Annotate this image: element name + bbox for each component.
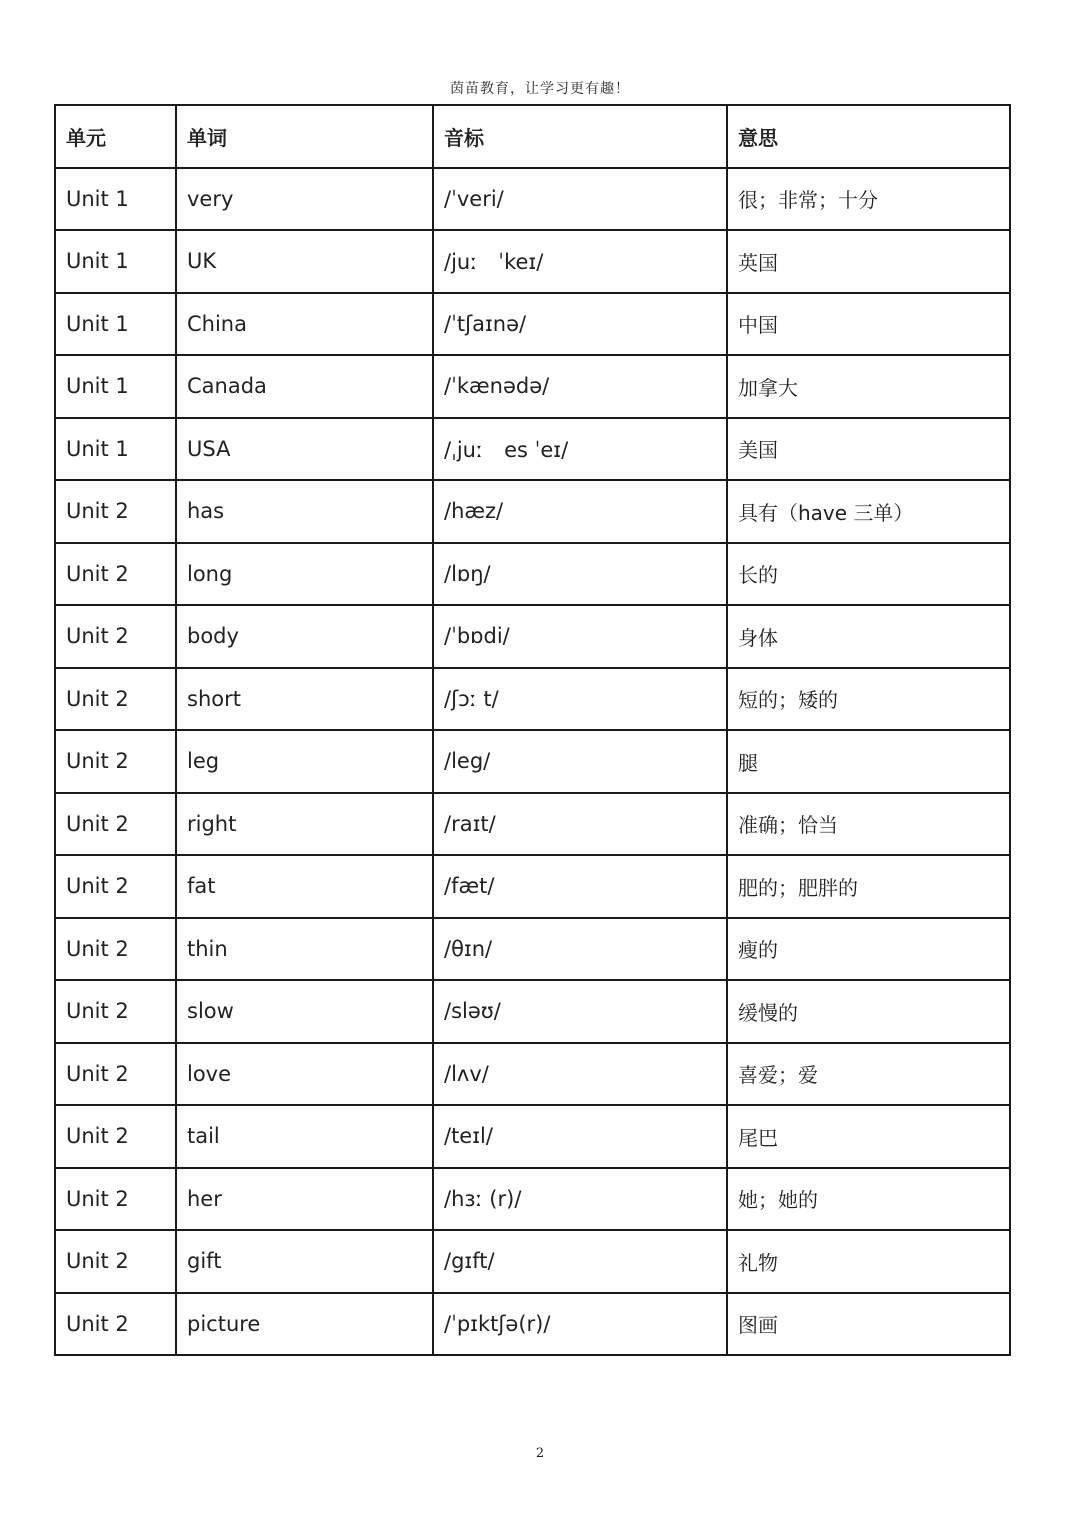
cell-unit: Unit 2 [55,855,176,918]
cell-word: tail [176,1105,433,1168]
cell-meaning: 她；她的 [727,1168,1010,1231]
cell-meaning: 肥的；肥胖的 [727,855,1010,918]
cell-meaning: 喜爱；爱 [727,1043,1010,1106]
cell-ipa: /hæz/ [433,480,727,543]
cell-ipa: /hɜː (r)/ [433,1168,727,1231]
table-row [55,605,1010,668]
table-row [55,1293,1010,1356]
table-row [55,418,1010,481]
cell-unit: Unit 2 [55,980,176,1043]
table-row [55,668,1010,731]
table-row [55,1043,1010,1106]
cell-unit: Unit 2 [55,668,176,731]
cell-word: body [176,605,433,668]
table-row [55,1105,1010,1168]
cell-ipa: /ˈveri/ [433,168,727,231]
cell-meaning: 长的 [727,543,1010,606]
cell-unit: Unit 2 [55,605,176,668]
cell-meaning: 身体 [727,605,1010,668]
column-header-meaning: 意思 [727,105,1010,168]
cell-ipa: /teɪl/ [433,1105,727,1168]
cell-meaning: 瘦的 [727,918,1010,981]
cell-word: her [176,1168,433,1231]
table-row [55,1168,1010,1231]
table-row [55,1230,1010,1293]
table-body [55,168,1010,1356]
cell-ipa: /ˈbɒdi/ [433,605,727,668]
page-number: 2 [535,1446,545,1461]
cell-unit: Unit 2 [55,1168,176,1231]
cell-meaning: 英国 [727,230,1010,293]
table-row [55,230,1010,293]
table-header-row [55,105,1010,168]
cell-unit: Unit 2 [55,1230,176,1293]
cell-word: UK [176,230,433,293]
cell-word: right [176,793,433,856]
cell-word: leg [176,730,433,793]
page-header: 茵苗教育，让学习更有趣！ [450,81,630,97]
cell-unit: Unit 1 [55,418,176,481]
cell-unit: Unit 2 [55,793,176,856]
cell-meaning: 美国 [727,418,1010,481]
cell-unit: Unit 2 [55,480,176,543]
cell-meaning: 加拿大 [727,355,1010,418]
cell-meaning: 尾巴 [727,1105,1010,1168]
cell-unit: Unit 1 [55,355,176,418]
cell-meaning: 腿 [727,730,1010,793]
cell-ipa: /ˈkænədə/ [433,355,727,418]
table-row [55,168,1010,231]
cell-ipa: /ˌjuː es ˈeɪ/ [433,418,727,481]
table-row [55,855,1010,918]
cell-ipa: /lɒŋ/ [433,543,727,606]
table-row [55,918,1010,981]
cell-meaning: 礼物 [727,1230,1010,1293]
table-row [55,980,1010,1043]
cell-unit: Unit 1 [55,230,176,293]
cell-ipa: /ˈtʃaɪnə/ [433,293,727,356]
cell-word: picture [176,1293,433,1356]
cell-meaning: 图画 [727,1293,1010,1356]
cell-word: fat [176,855,433,918]
cell-unit: Unit 2 [55,1105,176,1168]
cell-unit: Unit 2 [55,543,176,606]
cell-word: has [176,480,433,543]
cell-word: long [176,543,433,606]
cell-ipa: /sləʊ/ [433,980,727,1043]
cell-ipa: /ʃɔː t/ [433,668,727,731]
cell-word: love [176,1043,433,1106]
cell-unit: Unit 2 [55,918,176,981]
table-row [55,730,1010,793]
cell-ipa: /gɪft/ [433,1230,727,1293]
cell-unit: Unit 2 [55,730,176,793]
column-header-word: 单词 [176,105,433,168]
cell-ipa: /lʌv/ [433,1043,727,1106]
table-row [55,293,1010,356]
cell-unit: Unit 1 [55,293,176,356]
cell-word: USA [176,418,433,481]
cell-meaning: 短的；矮的 [727,668,1010,731]
cell-ipa: /raɪt/ [433,793,727,856]
cell-ipa: /fæt/ [433,855,727,918]
column-header-ipa: 音标 [433,105,727,168]
cell-meaning: 中国 [727,293,1010,356]
cell-ipa: /θɪn/ [433,918,727,981]
cell-ipa: /juː ˈkeɪ/ [433,230,727,293]
cell-ipa: /leg/ [433,730,727,793]
table-row [55,355,1010,418]
cell-ipa: /ˈpɪktʃə(r)/ [433,1293,727,1356]
cell-word: China [176,293,433,356]
cell-word: short [176,668,433,731]
cell-meaning: 具有（have 三单） [727,480,1010,543]
cell-word: slow [176,980,433,1043]
cell-word: gift [176,1230,433,1293]
cell-meaning: 准确；恰当 [727,793,1010,856]
cell-meaning: 很；非常；十分 [727,168,1010,231]
cell-meaning: 缓慢的 [727,980,1010,1043]
cell-unit: Unit 2 [55,1043,176,1106]
cell-word: very [176,168,433,231]
cell-unit: Unit 1 [55,168,176,231]
table-row [55,480,1010,543]
vocabulary-table [54,104,1011,1356]
cell-word: Canada [176,355,433,418]
cell-word: thin [176,918,433,981]
cell-unit: Unit 2 [55,1293,176,1356]
table-row [55,793,1010,856]
column-header-unit: 单元 [55,105,176,168]
table-row [55,543,1010,606]
